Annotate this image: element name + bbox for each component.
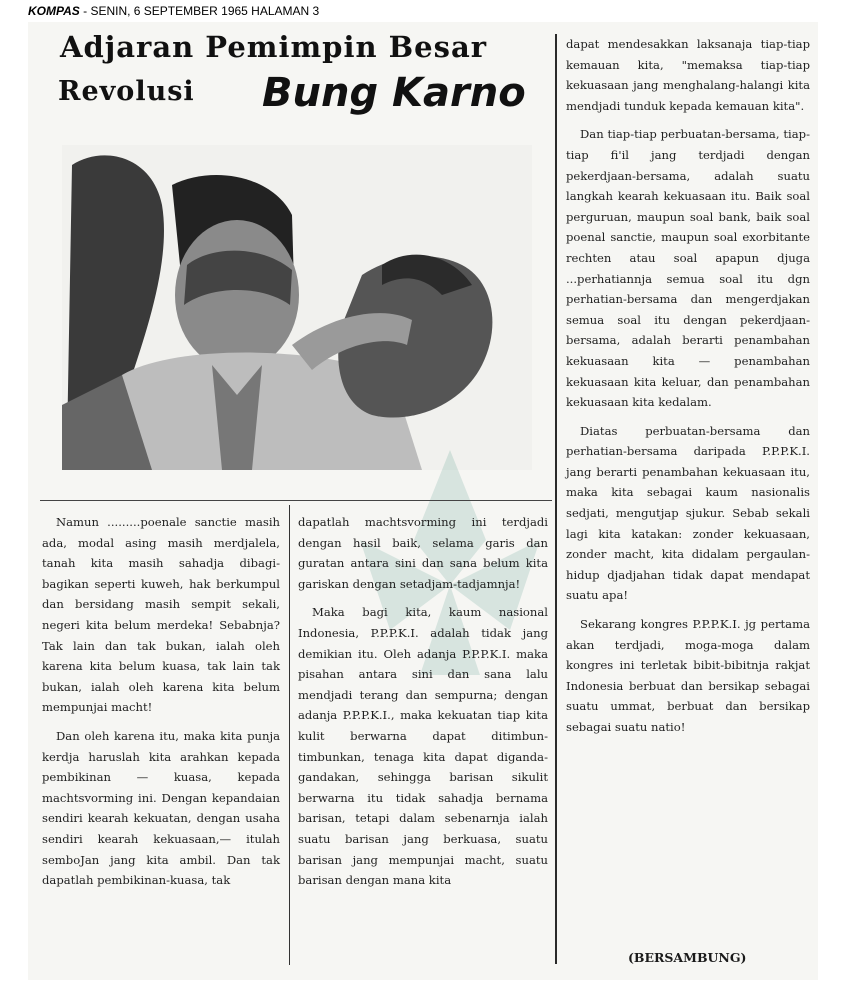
- article-signoff: (BERSAMBUNG): [628, 950, 747, 965]
- column-2-paragraph-2: Maka bagi kita, kaum nasional Indonesia, P.P.P.K.I. adalah tidak jang demikian itu. Oleh adanja P.P.P.K.I. maka pisahan antara sini dan sana lalu mendjadi terang dan sempurna; dengan adanja P.P.P.K.I., maka kekuatan tiap kita kulit berwarna dapat ditimbun-timbunkan, tenaga kita dapat diganda-gandakan, sehingga barisan sikulit berwarna itu tidak sahadja bernama barisan, tetapi dalam sebenarnja ialah suatu barisan jang berkuasa, suatu barisan jang mempunjai macht, suatu barisan dengan mana kita: [298, 605, 548, 888]
- column-3-paragraph-4: Sekarang kongres P.P.P.K.I. jg pertama akan terdjadi, moga-moga dalam kongres ini terletak bibit-bibitnja rakjat Indonesia berbuat dan bersikap sebagai suatu ummat, berbuat dan bersikap sebagai suatu natio!: [566, 617, 810, 734]
- column-1-paragraph-1: Namun .........poenale sanctie masih ada, modal asing masih merdjalela, tanah kita masih sahadja dibagi-bagikan seperti kuweh, hak berkumpul dan bersidang masih sempit sekali, negeri kita belum merdeka! Sebabnja? Tak lain dan tak bukan, ialah oleh karena kita belum kuasa, tak lain tak bukan, ialah oleh karena kita belum mempunjai macht!: [42, 515, 280, 715]
- column-rule-right: [555, 34, 557, 964]
- column-3-paragraph-2: Dan tiap-tiap perbuatan-bersama, tiap-tiap fi'il jang terdjadi dengan pekerdjaan-bersama, adalah suatu langkah kearah kekuasaan itu. Baik soal perguruan, maupun soal bank, baik soal poenal sanctie, maupun soal exorbitante rechten atau soal apapun djuga ...perhatiannja semua soal itu dgn perhatian-bersama dan mengerdjakan semua soal itu dengan pekerdjaan-bersama, adalah berarti penambahan kekuasaan kita — penambahan kekuasaan kita keluar, dan penambahan kekuasaan kita kedalam.: [566, 127, 810, 410]
- headline-name: Bung Karno: [262, 70, 526, 116]
- article-column-3: [566, 34, 810, 738]
- article-column-2: [298, 512, 548, 891]
- headline-line-1: Adjaran Pemimpin Besar: [60, 30, 488, 64]
- column-1-paragraph-2: Dan oleh karena itu, maka kita punja kerdja haruslah kita arahkan kepada pembikinan — kuasa, kepada machtsvorming ini. Dengan kepandaian sendiri kearah kekuatan, dengan usaha sendiri kearah kekuasaan,— itulah semboJan jang kita ambil. Dan tak dapatlah pembikinan-kuasa, tak: [42, 728, 280, 888]
- column-2-paragraph-1: dapatlah machtsvorming ini terdjadi dengan hasil baik, selama garis dan guratan antara sini dan sana belum kita gariskan dengan setadjam-tadjamnja!: [298, 515, 548, 591]
- page-header: [28, 4, 319, 18]
- header-brand: KOMPAS: [28, 4, 80, 18]
- column-rule-left: [289, 505, 290, 965]
- article-column-1: [42, 512, 280, 891]
- headline-line-2: Revolusi: [58, 76, 195, 107]
- column-3-paragraph-3: Diatas perbuatan-bersama dan perhatian-bersama daripada P.P.P.K.I. jang berarti penambahan kekuasaan itu, maka kita sebagai kaum nasionalis sedjati, mengutjap sjukur. Sebab sekali lagi kita katakan: zonder kekuasaan, zonder macht, kita didalam pergaulan-hidup djadjahan tidak dapat mendapat suatu apa!: [566, 423, 810, 603]
- column-3-paragraph-1: dapat mendesakkan laksanaja tiap-tiap kemauan kita, "memaksa tiap-tiap kekuasaan jang menghalang-halangi kita mendjadi tunduk kepada kemauan kita".: [566, 37, 810, 113]
- header-date: - SENIN, 6 SEPTEMBER 1965 HALAMAN 3: [79, 4, 320, 18]
- photo-bottom-rule: [40, 500, 552, 501]
